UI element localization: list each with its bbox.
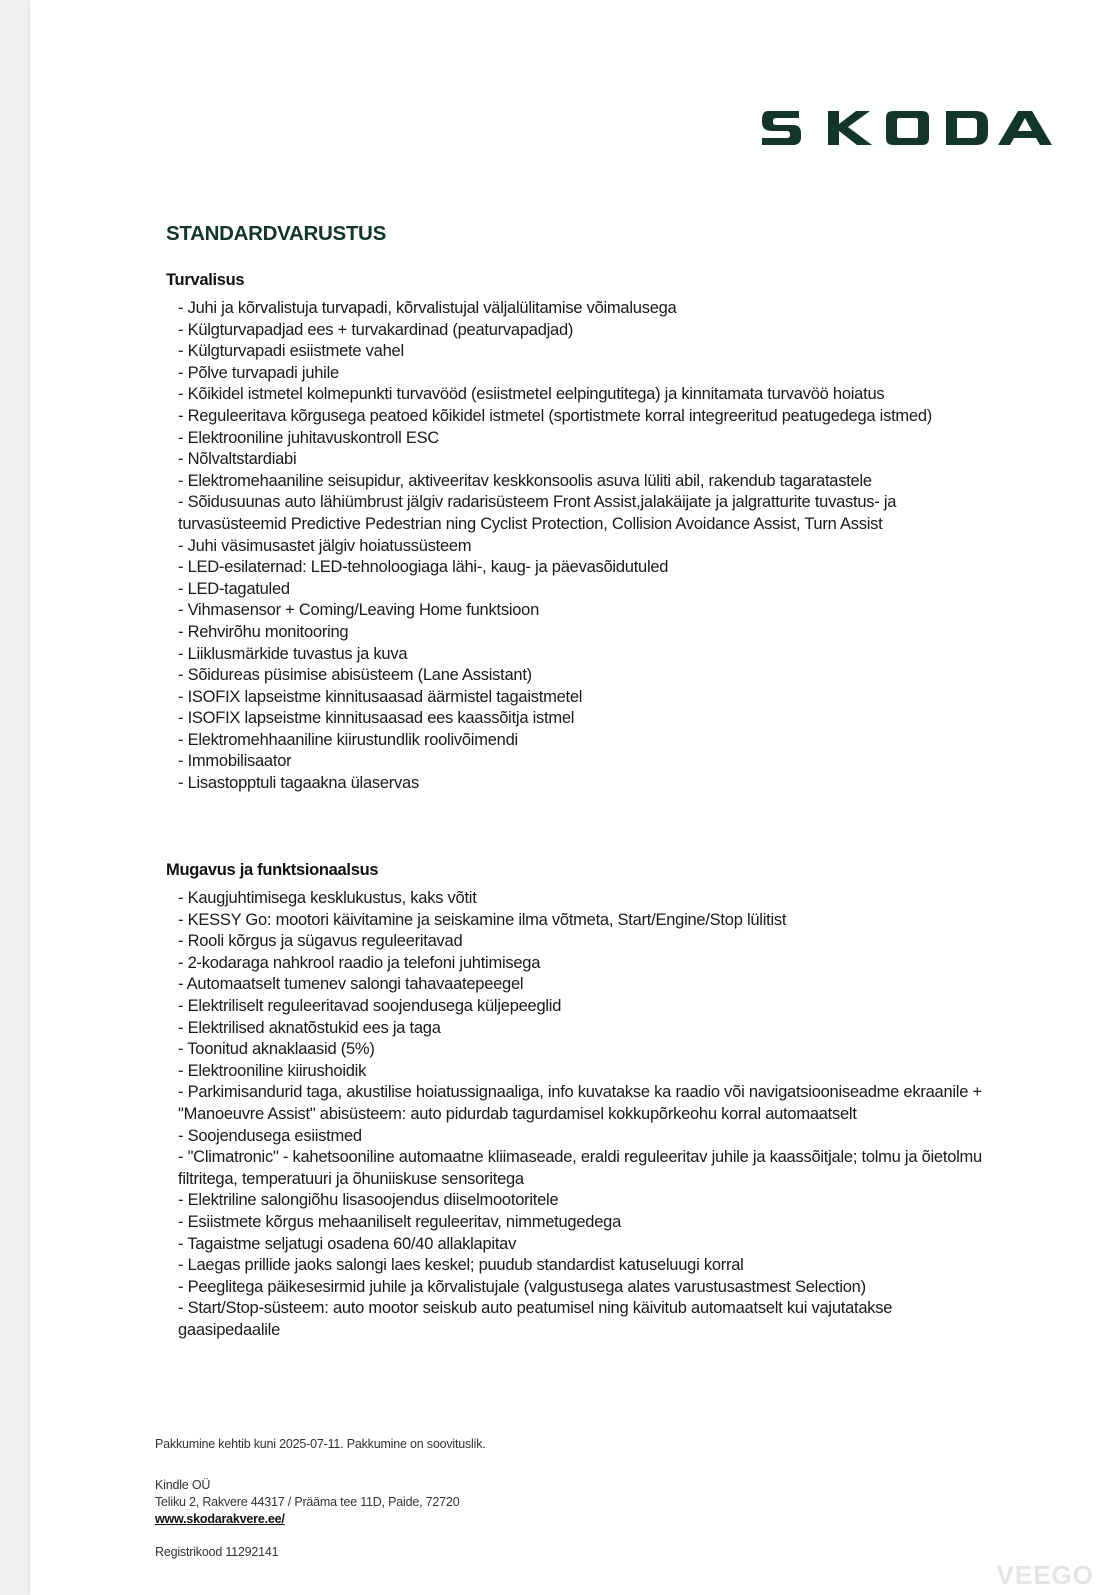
list-item: - "Climatronic" - kahetsooniline automaatne kliimaseade, eraldi reguleeritav juhile ja kaassõitjale; tolmu ja õietolmu filtritega, temperatuuri ja õhuniiskuse sensoritega xyxy=(178,1148,982,1188)
list-item: - Elektriliselt reguleeritavad soojendusega küljepeeglid xyxy=(178,996,562,1015)
list-item: - Immobilisaator xyxy=(178,752,292,771)
list-item: - Liiklusmärkide tuvastus ja kuva xyxy=(178,644,408,663)
list-item: - Elektrilised aknatõstukid ees ja taga xyxy=(178,1018,441,1037)
list-item: - Peeglitega päikesesirmid juhile ja kõrvalistujale (valgustusega alates varustusastmest Selection) xyxy=(178,1277,866,1296)
watermark: VEEGO xyxy=(996,1560,1094,1590)
skoda-wordmark xyxy=(762,108,1052,148)
list-item: - Sõidureas püsimise abisüsteem (Lane Assistant) xyxy=(178,666,532,685)
list-item: - Lisastopptuli tagaakna ülaservas xyxy=(178,774,419,793)
list-item: - Juhi ja kõrvalistuja turvapadi, kõrvalistujal väljalülitamise võimalusega xyxy=(178,299,677,317)
list-item: - Toonitud aknaklaasid (5%) xyxy=(178,1040,375,1059)
company-address: Teliku 2, Rakvere 44317 / Prääma tee 11D, Paide, 72720 xyxy=(155,1495,460,1509)
list-item: - Elektrooniline kiirushoidik xyxy=(178,1061,367,1080)
registry-code: Registrikood 11292141 xyxy=(155,1545,279,1559)
list-item: - Start/Stop-süsteem: auto mootor seiskub auto peatumisel ning käivitub automaatselt kui vajutatakse gaasipedaalile xyxy=(178,1299,893,1339)
list-item: - ISOFIX lapseistme kinnitusaasad ees kaassõitja istmel xyxy=(178,709,575,728)
list-item: - 2-kodaraga nahkrool raadio ja telefoni juhtimisega xyxy=(178,953,541,972)
list-item: - Soojendusega esiistmed xyxy=(178,1126,362,1145)
skoda-logo xyxy=(762,108,1052,148)
list-item: - Automaatselt tumenev salongi tahavaatepeegel xyxy=(178,975,524,994)
safety-equipment-list xyxy=(178,298,1038,795)
comfort-equipment-list xyxy=(178,888,1038,1341)
list-item: - Tagaistme seljatugi osadena 60/40 allaklapitav xyxy=(178,1234,517,1253)
list-item: - Rooli kõrgus ja sügavus reguleeritavad xyxy=(178,932,463,951)
list-item: - Sõidusuunas auto lähiümbrust jälgiv radarisüsteem Front Assist,jalakäijate ja jalgratturite tuvastus- ja turvasüsteemid Predictive Pedestrian ning Cyclist Protection, Collision Avoidance Assist, Turn Assist xyxy=(178,493,897,533)
list-item: - Elektromehhaaniline kiirustundlik roolivõimendi xyxy=(178,730,518,749)
offer-validity-note: Pakkumine kehtib kuni 2025-07-11. Pakkumine on soovituslik. xyxy=(155,1437,486,1451)
list-item: - Parkimisandurid taga, akustilise hoiatussignaaliga, info kuvatakse ka raadio või navigatsiooniseadme ekraanile + "Manoeuvre Assist" abisüsteem: auto pidurdab tagurdamisel kokkupõrkeohu korral automaatselt xyxy=(178,1083,982,1123)
list-item: - Elektrooniline juhitavuskontroll ESC xyxy=(178,428,440,447)
company-name: Kindle OÜ xyxy=(155,1478,211,1492)
list-item: - ISOFIX lapseistme kinnitusaasad äärmistel tagaistmetel xyxy=(178,687,583,706)
document-title: STANDARDVARUSTUS xyxy=(166,222,386,245)
list-item: - KESSY Go: mootori käivitamine ja seiskamine ilma võtmeta, Start/Engine/Stop lülitist xyxy=(178,910,787,929)
list-item: - LED-tagatuled xyxy=(178,579,290,598)
list-item: - Vihmasensor + Coming/Leaving Home funktsioon xyxy=(178,601,540,620)
section-heading-safety: Turvalisus xyxy=(166,271,245,289)
section-heading-comfort: Mugavus ja funktsionaalsus xyxy=(166,861,379,879)
list-item: - Juhi väsimusastet jälgiv hoiatussüsteem xyxy=(178,536,472,555)
list-item: - Elektriline salongiõhu lisasoojendus diiselmootoritele xyxy=(178,1191,559,1210)
list-item: - Külgturvapadi esiistmete vahel xyxy=(178,342,404,361)
list-item: - LED-esilaternad: LED-tehnoloogiaga lähi-, kaug- ja päevasõidutuled xyxy=(178,558,669,577)
list-item: - Laegas prillide jaoks salongi laes keskel; puudub standardist katuseluugi korral xyxy=(178,1256,744,1275)
list-item: - Põlve turvapadi juhile xyxy=(178,363,339,382)
list-item: - Kõikidel istmetel kolmepunkti turvavööd (esiistmetel eelpingutitega) ja kinnitamata turvavöö hoiatus xyxy=(178,385,885,404)
website-link[interactable]: www.skodarakvere.ee/ xyxy=(155,1512,285,1526)
list-item: - Kaugjuhtimisega kesklukustus, kaks võtit xyxy=(178,889,477,907)
list-item: - Nõlvaltstardiabi xyxy=(178,450,297,469)
list-item: - Elektromehaaniline seisupidur, aktiveeritav keskkonsoolis asuva lüliti abil, rakendub tagaratastele xyxy=(178,471,872,490)
list-item: - Rehvirõhu monitooring xyxy=(178,622,349,641)
list-item: - Külgturvapadjad ees + turvakardinad (peaturvapadjad) xyxy=(178,320,574,339)
list-item: - Reguleeritava kõrgusega peatoed kõikidel istmetel (sportistmete korral integreeritud peatugedega istmed) xyxy=(178,406,933,425)
list-item: - Esiistmete kõrgus mehaaniliselt reguleeritav, nimmetugedega xyxy=(178,1212,621,1231)
